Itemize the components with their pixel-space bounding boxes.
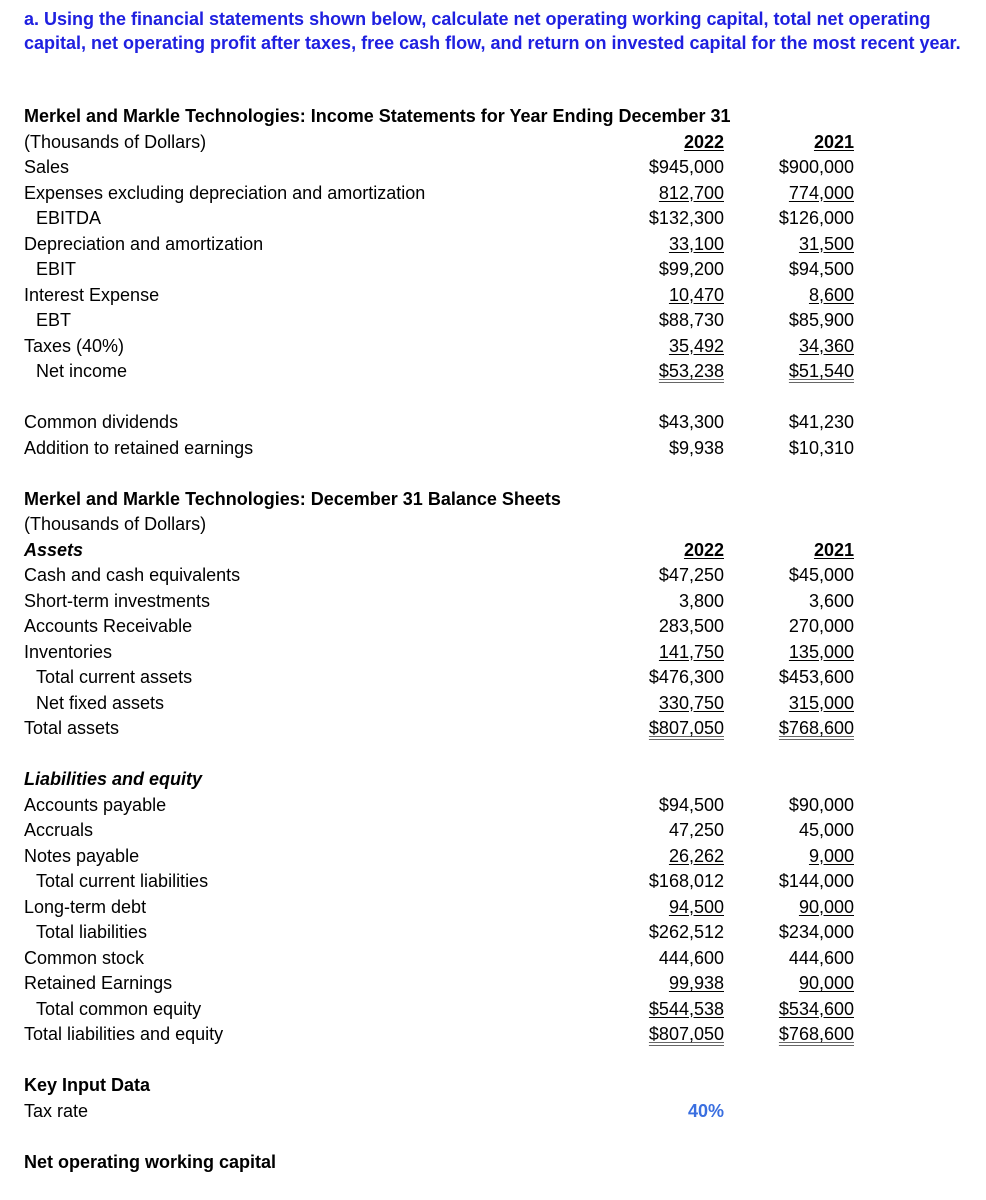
statement-row bbox=[0, 818, 986, 844]
value-2021: 444,600 bbox=[788, 947, 854, 968]
statement-row bbox=[0, 716, 986, 742]
value-2022: 40% bbox=[687, 1100, 724, 1121]
blank-row bbox=[0, 1048, 986, 1074]
financial-statements bbox=[0, 104, 986, 1175]
section-title: Merkel and Markle Technologies: December 31 Balance Sheets bbox=[24, 488, 561, 509]
row-label: Tax rate bbox=[24, 1100, 89, 1121]
value-2021: 2021 bbox=[813, 539, 854, 560]
value-2022: $807,050 bbox=[648, 718, 724, 738]
row-label: Accounts payable bbox=[24, 794, 167, 815]
statement-row bbox=[0, 589, 986, 615]
statement-row bbox=[0, 334, 986, 360]
statement-row bbox=[0, 665, 986, 691]
value-2021: $41,230 bbox=[788, 412, 854, 432]
value-2021: 45,000 bbox=[798, 820, 854, 840]
statement-row bbox=[0, 691, 986, 717]
statement-row bbox=[0, 308, 986, 334]
row-label: Taxes (40%) bbox=[24, 335, 125, 356]
row-label: Addition to retained earnings bbox=[24, 437, 254, 458]
value-2022: 444,600 bbox=[658, 947, 724, 968]
statement-row bbox=[0, 155, 986, 181]
value-2022: $945,000 bbox=[648, 157, 724, 177]
value-2022: 283,500 bbox=[658, 616, 724, 636]
value-2021: 90,000 bbox=[798, 973, 854, 993]
value-2022: 812,700 bbox=[658, 182, 724, 203]
statement-row bbox=[0, 563, 986, 589]
value-2022: 94,500 bbox=[668, 896, 724, 917]
statement-row bbox=[0, 512, 986, 538]
value-2021: $90,000 bbox=[788, 794, 854, 815]
value-2022: $94,500 bbox=[658, 794, 724, 815]
statement-row bbox=[0, 130, 986, 156]
statement-row bbox=[0, 410, 986, 436]
value-2022: $47,250 bbox=[658, 565, 724, 585]
value-2022: 141,750 bbox=[658, 641, 724, 662]
blank-row bbox=[0, 742, 986, 768]
statement-row bbox=[0, 257, 986, 283]
statement-row bbox=[0, 920, 986, 946]
value-2021: $126,000 bbox=[778, 208, 854, 228]
value-2022: $544,538 bbox=[648, 998, 724, 1019]
value-2021: 2021 bbox=[813, 131, 854, 152]
statement-row bbox=[0, 1099, 986, 1125]
row-label: Accounts Receivable bbox=[24, 616, 193, 636]
value-2021: $94,500 bbox=[788, 259, 854, 279]
value-2021: $768,600 bbox=[778, 718, 854, 738]
value-2021: 774,000 bbox=[788, 182, 854, 203]
value-2022: $476,300 bbox=[648, 667, 724, 687]
statement-row bbox=[0, 181, 986, 207]
value-2021: $234,000 bbox=[778, 922, 854, 942]
row-label: Total current liabilities bbox=[36, 871, 209, 891]
row-label: (Thousands of Dollars) bbox=[24, 514, 207, 534]
question-text: a. Using the financial statements shown below, calculate net operating working capital, total net operating capital, net operating profit after taxes, free cash flow, and return on invested capital for the most recent year. bbox=[24, 9, 961, 53]
value-2021: 34,360 bbox=[798, 335, 854, 356]
value-2022: 26,262 bbox=[668, 845, 724, 866]
row-label: Short-term investments bbox=[24, 590, 211, 611]
row-label: Notes payable bbox=[24, 845, 140, 866]
statement-row bbox=[0, 1022, 986, 1048]
row-label: Expenses excluding depreciation and amortization bbox=[24, 182, 426, 203]
value-2022: 2022 bbox=[683, 539, 724, 560]
value-2021: $534,600 bbox=[778, 998, 854, 1019]
value-2022: $43,300 bbox=[658, 412, 724, 432]
blank-row bbox=[0, 461, 986, 487]
statement-row bbox=[0, 614, 986, 640]
row-label: Common stock bbox=[24, 947, 145, 968]
row-label: Common dividends bbox=[24, 412, 179, 432]
statement-row bbox=[0, 232, 986, 258]
value-2022: $132,300 bbox=[648, 208, 724, 228]
row-label: Retained Earnings bbox=[24, 973, 173, 993]
value-2022: $88,730 bbox=[658, 310, 724, 330]
row-label: Total liabilities bbox=[36, 922, 148, 942]
value-2022: $807,050 bbox=[648, 1024, 724, 1044]
value-2021: 315,000 bbox=[788, 692, 854, 713]
value-2022: $99,200 bbox=[658, 259, 724, 279]
statement-row bbox=[0, 895, 986, 921]
value-2021: $900,000 bbox=[778, 157, 854, 177]
statement-row bbox=[0, 640, 986, 666]
row-label: EBIT bbox=[36, 259, 77, 279]
row-label: Total liabilities and equity bbox=[24, 1024, 224, 1044]
statement-row bbox=[0, 946, 986, 972]
row-label: Net fixed assets bbox=[36, 692, 165, 713]
value-2021: $85,900 bbox=[788, 310, 854, 330]
row-label: EBITDA bbox=[36, 208, 102, 228]
blank-row bbox=[0, 1124, 986, 1150]
value-2021: $453,600 bbox=[778, 667, 854, 687]
row-label: Sales bbox=[24, 157, 70, 177]
statement-row bbox=[0, 1073, 986, 1099]
value-2022: 33,100 bbox=[668, 233, 724, 254]
row-label: Total current assets bbox=[36, 667, 193, 687]
statement-row bbox=[0, 869, 986, 895]
value-2021: 135,000 bbox=[788, 641, 854, 662]
value-2022: $168,012 bbox=[648, 871, 724, 891]
value-2022: $9,938 bbox=[668, 437, 724, 458]
statement-row bbox=[0, 793, 986, 819]
value-2022: $53,238 bbox=[658, 361, 724, 381]
value-2022: 10,470 bbox=[668, 284, 724, 305]
row-label: Inventories bbox=[24, 641, 113, 662]
statement-row bbox=[0, 971, 986, 997]
value-2021: 270,000 bbox=[788, 616, 854, 636]
statement-row bbox=[0, 487, 986, 513]
statement-row bbox=[0, 206, 986, 232]
row-label: Liabilities and equity bbox=[24, 769, 203, 789]
section-title: Net operating working capital bbox=[24, 1151, 277, 1172]
value-2022: 330,750 bbox=[658, 692, 724, 713]
value-2021: 8,600 bbox=[808, 284, 854, 305]
statement-row bbox=[0, 767, 986, 793]
value-2022: 2022 bbox=[683, 131, 724, 152]
row-label: Accruals bbox=[24, 820, 94, 840]
value-2022: $262,512 bbox=[648, 922, 724, 942]
value-2021: $45,000 bbox=[788, 565, 854, 585]
section-title: Key Input Data bbox=[24, 1075, 151, 1095]
statement-row bbox=[0, 1150, 986, 1176]
value-2021: $768,600 bbox=[778, 1024, 854, 1044]
statement-row bbox=[0, 436, 986, 462]
value-2021: 9,000 bbox=[808, 845, 854, 866]
row-label: EBT bbox=[36, 310, 72, 330]
statement-row bbox=[0, 844, 986, 870]
value-2021: 90,000 bbox=[798, 896, 854, 917]
value-2021: $144,000 bbox=[778, 871, 854, 891]
row-label: Total common equity bbox=[36, 998, 202, 1019]
row-label: Net income bbox=[36, 361, 128, 381]
row-label: Depreciation and amortization bbox=[24, 233, 264, 254]
statement-row bbox=[0, 359, 986, 385]
value-2021: 3,600 bbox=[808, 590, 854, 611]
row-label: Assets bbox=[24, 539, 84, 560]
row-label: Long-term debt bbox=[24, 896, 147, 917]
blank-row bbox=[0, 385, 986, 411]
value-2022: 47,250 bbox=[668, 820, 724, 840]
row-label: (Thousands of Dollars) bbox=[24, 131, 207, 152]
value-2021: $10,310 bbox=[788, 437, 854, 458]
value-2022: 3,800 bbox=[678, 590, 724, 611]
statement-row bbox=[0, 104, 986, 130]
statement-row bbox=[0, 538, 986, 564]
value-2022: 99,938 bbox=[668, 973, 724, 993]
value-2021: 31,500 bbox=[798, 233, 854, 254]
statement-row bbox=[0, 283, 986, 309]
statement-row bbox=[0, 997, 986, 1023]
section-title: Merkel and Markle Technologies: Income Statements for Year Ending December 31 bbox=[24, 106, 731, 126]
row-label: Cash and cash equivalents bbox=[24, 565, 241, 585]
row-label: Total assets bbox=[24, 718, 120, 738]
row-label: Interest Expense bbox=[24, 284, 160, 305]
value-2021: $51,540 bbox=[788, 361, 854, 381]
value-2022: 35,492 bbox=[668, 335, 724, 356]
